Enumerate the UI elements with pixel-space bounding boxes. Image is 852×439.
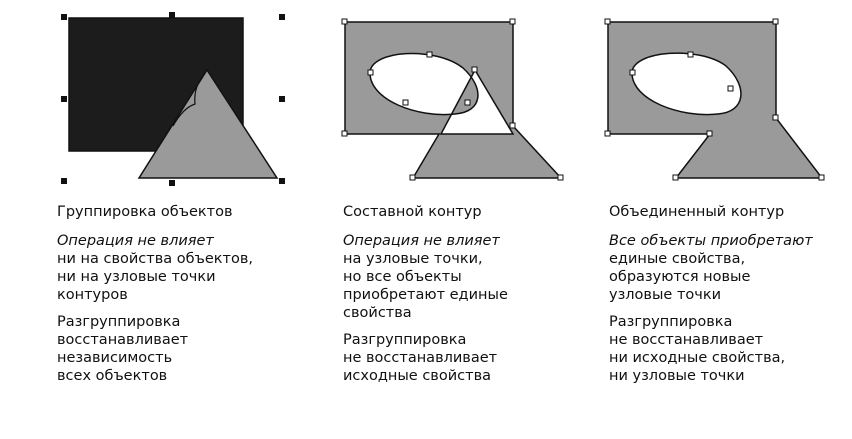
note-line: ни узловые точки: [609, 368, 745, 384]
note-line: узловые точки: [609, 287, 722, 303]
note-line: Все объекты приобретают: [609, 233, 813, 249]
note-line: ни на узловые точки: [57, 269, 216, 285]
note-line: контуров: [57, 287, 128, 303]
note-line: единые свойства,: [609, 251, 746, 267]
note-line: восстанавливает: [57, 332, 189, 348]
column-group: [57, 203, 297, 394]
note-line: Разгруппировка: [57, 314, 181, 330]
group-objects-figure: [55, 8, 295, 193]
compound-shape: [345, 22, 561, 178]
note-line: на узловые точки,: [343, 251, 483, 267]
note-line: Операция не влияет: [57, 233, 214, 249]
caption: Группировка объектов: [57, 204, 233, 220]
note-1: [609, 232, 849, 304]
note-line: Разгруппировка: [609, 314, 733, 330]
note-2: [609, 313, 849, 385]
note-line: свойства: [343, 305, 412, 321]
note-line: ни на свойства объектов,: [57, 251, 253, 267]
note-2: [57, 313, 297, 385]
note-line: не восстанавливает: [609, 332, 764, 348]
note-line: но все объекты: [343, 269, 462, 285]
column-combined: [609, 203, 849, 394]
note-line: исходные свойства: [343, 368, 491, 384]
note-2: [343, 331, 583, 385]
note-1: [57, 232, 297, 304]
note-line: Операция не влияет: [343, 233, 500, 249]
note-line: всех объектов: [57, 368, 168, 384]
note-line: образуются новые: [609, 269, 751, 285]
column-compound: [343, 203, 583, 394]
note-line: не восстанавливает: [343, 350, 498, 366]
note-line: независимость: [57, 350, 173, 366]
note-line: ни исходные свойства,: [609, 350, 786, 366]
note-line: Разгруппировка: [343, 332, 467, 348]
combined-path-figure: [600, 8, 840, 193]
caption: Объединенный контур: [609, 204, 785, 220]
note-1: [343, 232, 583, 322]
note-line: приобретают единые: [343, 287, 508, 303]
combined-shape: [608, 22, 822, 178]
caption: Составной контур: [343, 204, 482, 220]
compound-path-figure: [335, 8, 575, 193]
